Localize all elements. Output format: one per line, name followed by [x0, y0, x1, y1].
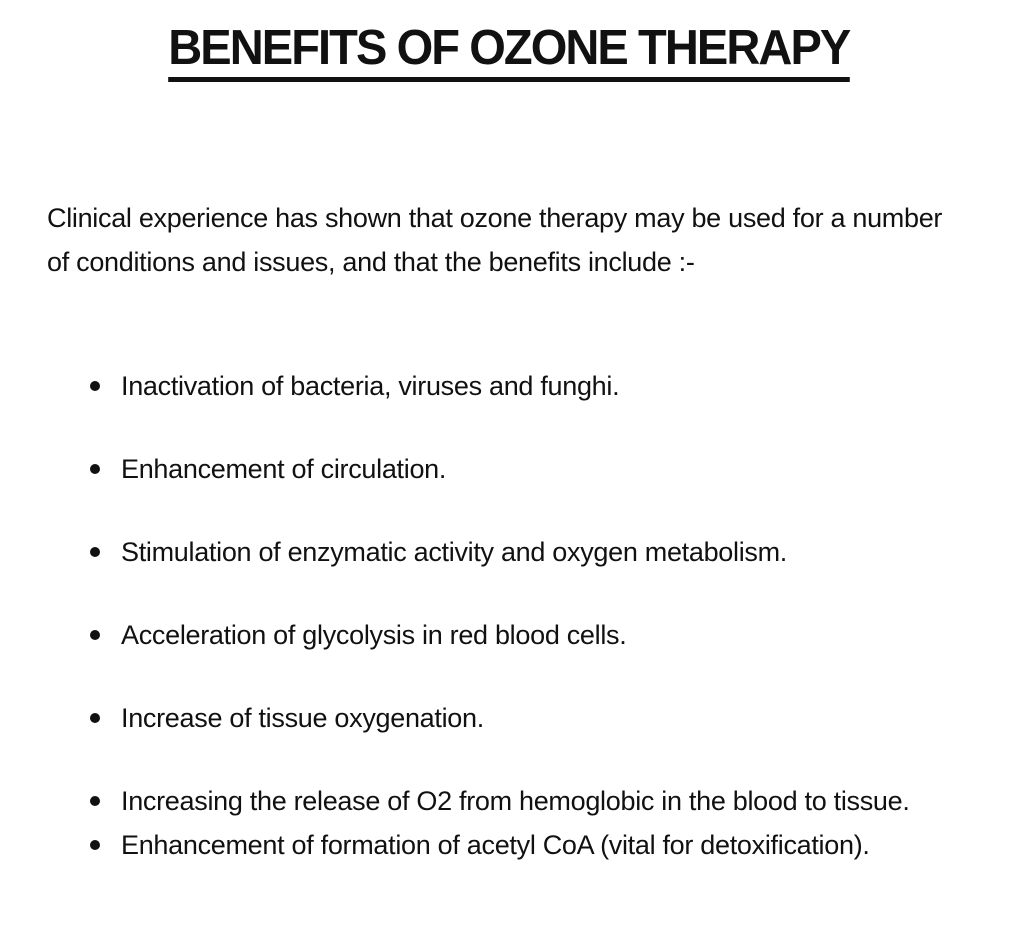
bullet-icon — [90, 464, 100, 474]
bullet-icon — [90, 713, 100, 723]
list-item-text: Inactivation of bacteria, viruses and funghi. — [121, 370, 620, 401]
list-item-text: Increase of tissue oxygenation. — [121, 702, 484, 733]
bullet-icon — [90, 547, 100, 557]
list-item-text: Stimulation of enzymatic activity and oxygen metabolism. — [121, 536, 788, 567]
list-item-text: Enhancement of formation of acetyl CoA (vital for detoxification). — [121, 829, 870, 860]
list-item — [90, 530, 970, 574]
list-item — [90, 696, 970, 740]
list-item — [90, 613, 970, 657]
page-title: BENEFITS OF OZONE THERAPY — [168, 22, 849, 82]
bullet-icon — [90, 840, 100, 850]
list-item-text: Enhancement of circulation. — [121, 453, 447, 484]
list-item — [90, 823, 970, 867]
list-item-text: Acceleration of glycolysis in red blood cells. — [121, 619, 627, 650]
list-item — [90, 779, 970, 823]
benefits-list — [47, 364, 970, 867]
title-container — [47, 22, 970, 82]
list-item — [90, 364, 970, 408]
bullet-icon — [90, 796, 100, 806]
list-item — [90, 447, 970, 491]
bullet-icon — [90, 381, 100, 391]
bullet-icon — [90, 630, 100, 640]
intro-paragraph: Clinical experience has shown that ozone therapy may be used for a number of conditions and issues, and that the benefits include :- — [47, 202, 943, 277]
list-item-text: Increasing the release of O2 from hemoglobic in the blood to tissue. — [121, 785, 910, 816]
